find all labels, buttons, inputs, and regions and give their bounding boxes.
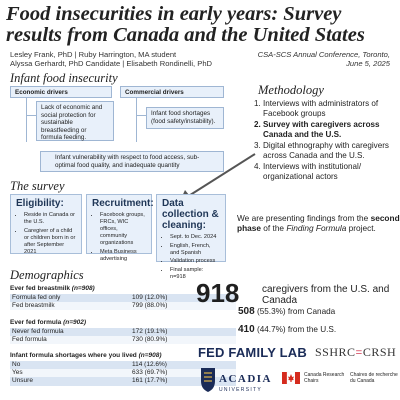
table-caption-n: (n=908) <box>138 352 162 359</box>
crc-french-line-2: du Canada <box>350 378 375 384</box>
methodology-item: 1. Interviews with administrators of Facebook groups <box>263 99 398 119</box>
crsh-text: CRSH <box>362 345 397 359</box>
acadia-subtitle: UNIVERSITY <box>219 387 263 393</box>
us-count: 410 <box>238 324 255 335</box>
row-label: Unsure <box>12 377 33 385</box>
table-caption <box>10 319 236 327</box>
row-label: Fed formula <box>12 336 47 344</box>
eligibility-item: • Reside in Canada or the U.S. <box>24 212 76 226</box>
data-collection-item: • Validation process <box>170 258 220 265</box>
acadia-university-logo <box>198 365 278 395</box>
connector-line <box>136 115 146 116</box>
crc-french-line-1: Chaires de recherche <box>350 372 398 378</box>
commercial-drivers-box: Commercial drivers <box>120 86 224 98</box>
data-collection-item: • Sept. to Dec. 2024 <box>170 234 220 241</box>
formula-table <box>10 319 236 344</box>
table-caption-text: Infant formula shortages where you lived <box>10 352 139 359</box>
table-caption-text: Ever fed breastmilk <box>10 285 72 292</box>
authors-line-1: Lesley Frank, PhD | Ruby Harrington, MA student <box>10 50 177 59</box>
crc-english-line-2: Chairs <box>304 378 319 384</box>
table-caption-n: (n=902) <box>63 319 87 326</box>
recruitment-card <box>86 194 154 262</box>
conference-info <box>230 50 390 68</box>
canada-research-chairs-logo <box>280 366 400 396</box>
findings-note-text: project. <box>346 223 376 234</box>
methodology-heading: Methodology <box>258 83 324 97</box>
conference-line-1: CSA-SCS Annual Conference, Toronto, <box>257 50 390 59</box>
row-value: 109 (12.0%) <box>132 294 168 301</box>
conference-line-2: June 5, 2025 <box>346 59 390 68</box>
table-caption-text: Ever fed formula <box>10 319 64 326</box>
demographics-heading: Demographics <box>10 268 84 282</box>
economic-drivers-box: Economic drivers <box>10 86 112 98</box>
us-text: (44.7%) from the U.S. <box>254 325 337 334</box>
us-stat <box>238 325 336 335</box>
crc-english-line-1: Canada Research <box>304 372 345 378</box>
connector-line <box>136 98 137 142</box>
sshrc-text: SSHRC <box>315 345 356 359</box>
commercial-detail-box: Infant food shortages (food safety/instability). <box>146 107 224 129</box>
table-row <box>10 336 236 344</box>
row-value: 161 (17.7%) <box>132 377 168 385</box>
canada-count: 508 <box>238 306 255 317</box>
methodology-item: 4. Interviews with institutional/ organizational actors <box>263 162 398 182</box>
survey-heading: The survey <box>10 179 65 193</box>
eligibility-card <box>10 194 82 254</box>
findings-note-text: We are presenting findings from the <box>237 213 371 223</box>
data-collection-title: Data collection & cleaning: <box>162 198 219 231</box>
row-value: 633 (69.7%) <box>132 369 168 377</box>
findings-note <box>237 213 400 234</box>
acadia-wordmark: ACADIA <box>219 373 272 385</box>
table-row <box>10 328 236 336</box>
row-label: Never fed formula <box>12 328 64 335</box>
canada-text: (55.3%) from Canada <box>254 307 336 316</box>
eligibility-title: Eligibility: <box>16 198 64 209</box>
recruitment-item: • Facebook groups, FRCs, WIC offices, community organizations <box>100 212 146 247</box>
canada-stat <box>238 307 335 317</box>
findings-note-bold: second phase <box>237 213 400 234</box>
row-label: No <box>12 361 21 368</box>
economic-detail-box: Lack of economic and social protection for sustainable breastfeeding or formula feeding. <box>36 101 114 141</box>
infant-vulnerability-box: Infant vulnerability with respect to food access, sub-optimal food quality, and inadequate quantity <box>40 151 224 172</box>
acadia-shield-icon <box>198 365 278 395</box>
row-label: Yes <box>12 369 23 377</box>
methodology-item: 2. Survey with caregivers across Canada and the U.S. <box>263 120 398 140</box>
finding-formula-project: Finding Formula <box>286 223 347 234</box>
row-value: 730 (80.9%) <box>132 336 168 344</box>
sample-total-text: caregivers from the U.S. and Canada <box>262 284 390 306</box>
sample-total: 918 <box>196 278 240 308</box>
poster-title: Food insecurities in early years: Survey results from Canada and the United States <box>6 3 365 46</box>
canada-research-chairs-mark <box>280 366 400 396</box>
data-collection-item: • Final sample: n=918 <box>170 267 220 281</box>
row-label: Formula fed only <box>12 294 61 301</box>
recruitment-title: Recruitment: <box>92 198 154 209</box>
row-label: Fed breastmilk <box>12 302 55 310</box>
data-collection-card <box>156 194 226 280</box>
infant-food-insecurity-heading: Infant food insecurity <box>10 71 118 85</box>
eligibility-item: • Caregiver of a child or children born in or after September 2021 <box>24 228 76 256</box>
row-value: 172 (19.1%) <box>132 328 168 335</box>
recruitment-item: • Meta Business advertising <box>100 249 146 263</box>
authors <box>10 50 250 68</box>
methodology-item: 3. Digital ethnography with caregivers across Canada and the U.S. <box>263 141 398 161</box>
table-caption-n: (n=908) <box>71 285 95 292</box>
findings-note-text: of the <box>260 223 287 234</box>
methodology-list <box>250 99 398 183</box>
sshrc-separator: = <box>355 345 363 359</box>
data-collection-item: • English, French, and Spanish <box>170 243 220 257</box>
fed-family-lab-logo: FED FAMILY LAB <box>198 345 307 360</box>
connector-line <box>26 115 36 116</box>
authors-line-2: Alyssa Gerhardt, PhD Candidate | Elisabeth Rondinelli, PhD <box>10 59 213 68</box>
sshrc-crsh-logo <box>315 345 396 360</box>
row-value: 114 (12.6%) <box>132 361 167 368</box>
row-value: 799 (88.0%) <box>132 302 168 310</box>
connector-line <box>26 98 27 142</box>
